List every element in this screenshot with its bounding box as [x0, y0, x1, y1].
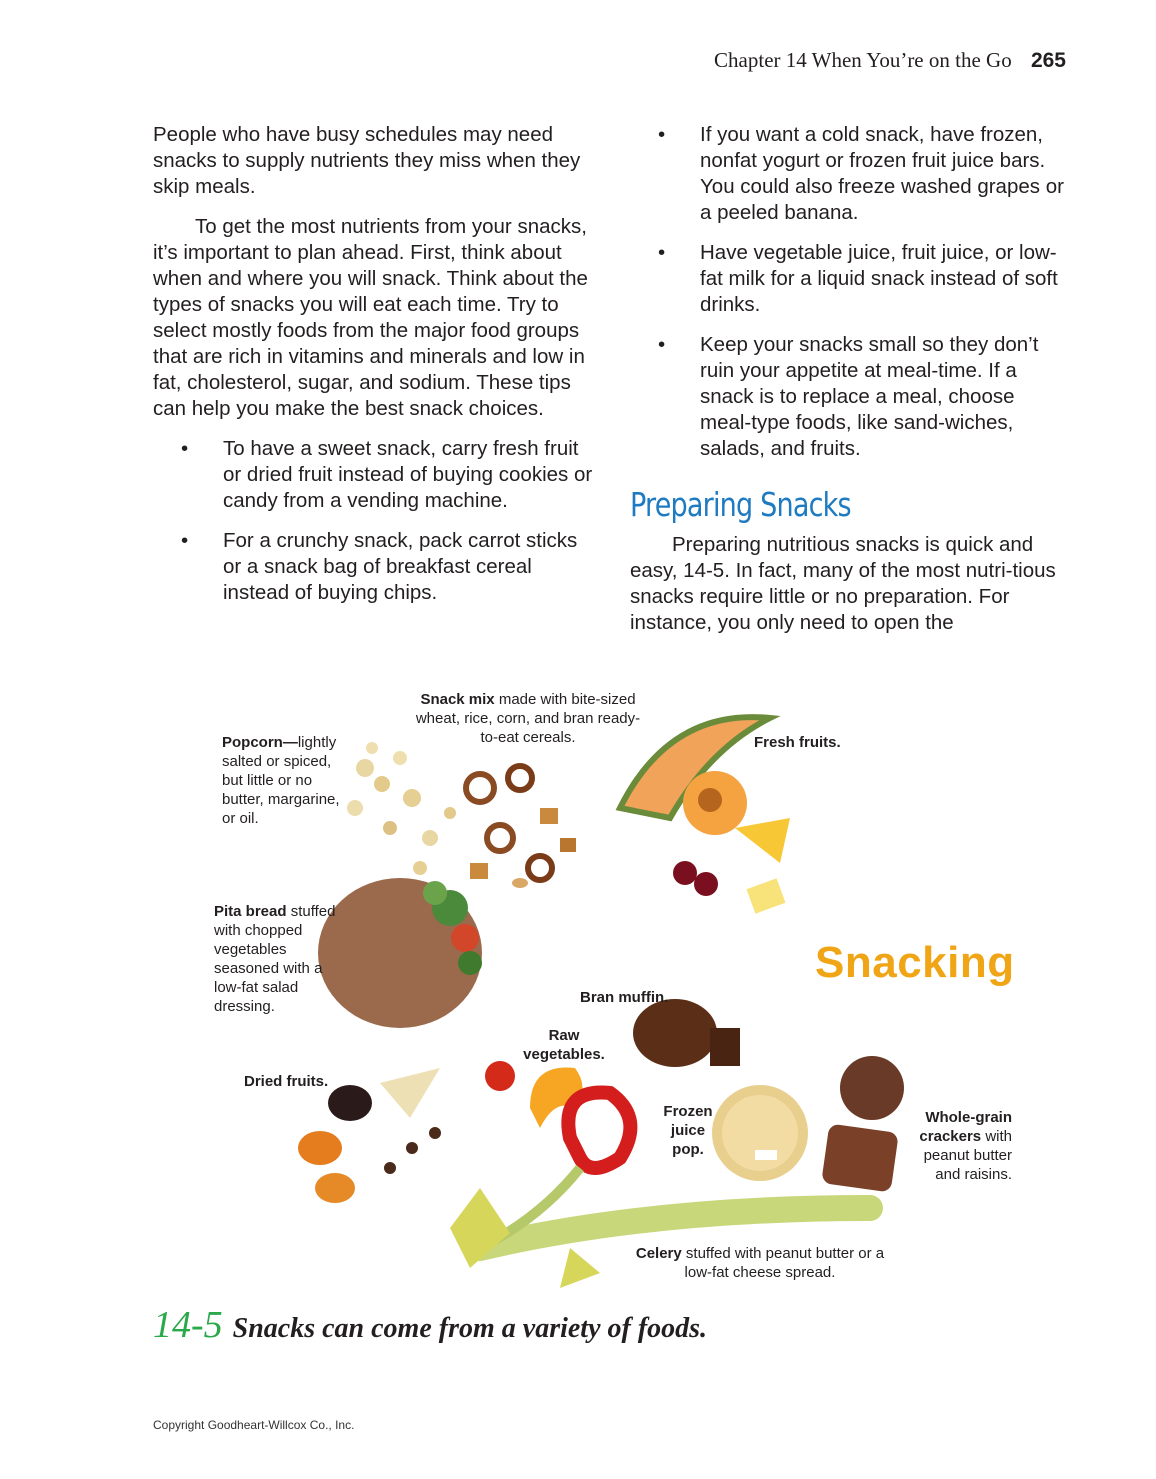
chapter-title: Chapter 14 When You’re on the Go — [714, 48, 1012, 72]
caption-text: Snacks can come from a variety of foods. — [232, 1313, 708, 1344]
popcorn-image — [347, 742, 456, 875]
left-column — [153, 122, 593, 620]
left-bullet-list — [153, 436, 593, 606]
frozen-pop-label: Frozen juice pop. — [663, 1103, 713, 1158]
raw-vegetables-image — [485, 1061, 630, 1168]
frozen-juice-pop-image — [712, 1085, 808, 1181]
page-number: 265 — [1030, 49, 1066, 72]
raw-vegetables-label: Raw vegetables. — [523, 1027, 605, 1063]
snack-figure — [150, 688, 1050, 1308]
figure-caption — [153, 1303, 707, 1347]
popcorn-label: Popcorn—lightly salted or spiced, but little or no butter, margarine, or oil. — [222, 734, 340, 827]
paragraph-2: To get the most nutrients from your snacks, it’s important to plan ahead. First, think about when and where you will snack. Think about the types of snacks you will eat each time. Try to select mostly foods from the major food groups that are rich in vitamins and minerals and low in fat, cholesterol, sugar, and sodium. These tips can help you make the best snack choices. — [153, 215, 588, 420]
celery-label: Celery stuffed with peanut butter or a low-fat cheese spread. — [635, 1245, 885, 1281]
right-bullet-list — [630, 122, 1070, 462]
running-header — [714, 48, 1066, 73]
bran-muffin-image — [633, 999, 740, 1067]
right-column — [630, 122, 1070, 650]
copyright-footer: Copyright Goodheart-Willcox Co., Inc. — [153, 1418, 355, 1432]
bran-muffin-label: Bran muffin. — [580, 989, 669, 1006]
section-heading: Preparing Snacks — [630, 485, 851, 524]
bullet-item: • For a crunchy snack, pack carrot sticks or a snack bag of breakfast cereal instead of buying chips. — [153, 528, 593, 606]
bullet-item: • Keep your snacks small so they don’t ruin your appetite at meal-time. If a snack is to replace a meal, choose meal-type foods, like sand-wiches, salads, and fruits. — [630, 332, 1070, 462]
crackers-image — [821, 1056, 904, 1193]
snack-mix-image — [466, 766, 576, 888]
pita-bread-label: Pita bread stuffed with chopped vegetables seasoned with a low-fat salad dressing. — [214, 903, 336, 1015]
bullet-item: • Have vegetable juice, fruit juice, or low-fat milk for a liquid snack instead of soft drinks. — [630, 240, 1070, 318]
caption-number: 14-5 — [153, 1304, 223, 1346]
paragraph-1: People who have busy schedules may need snacks to supply nutrients they miss when they skip meals. — [153, 123, 581, 198]
dried-fruits-label: Dried fruits. — [244, 1073, 329, 1090]
fresh-fruits-label: Fresh fruits. — [754, 734, 841, 751]
bullet-item: • To have a sweet snack, carry fresh fruit or dried fruit instead of buying cookies or candy from a vending machine. — [153, 436, 593, 514]
snack-mix-label: Snack mix made with bite-sized wheat, rice, corn, and bran ready-to-eat cereals. — [415, 691, 641, 746]
figure-title: Snacking — [815, 938, 1015, 987]
crackers-label: Whole-grain crackers with peanut butter and raisins. — [919, 1109, 1012, 1183]
section-paragraph: Preparing nutritious snacks is quick and easy, 14-5. In fact, many of the most nutri-tious snacks require little or no preparation. For instance, you only need to open the — [630, 533, 1056, 634]
bullet-item: • If you want a cold snack, have frozen, nonfat yogurt or frozen fruit juice bars. You could also freeze washed grapes or a peeled banana. — [630, 122, 1070, 226]
